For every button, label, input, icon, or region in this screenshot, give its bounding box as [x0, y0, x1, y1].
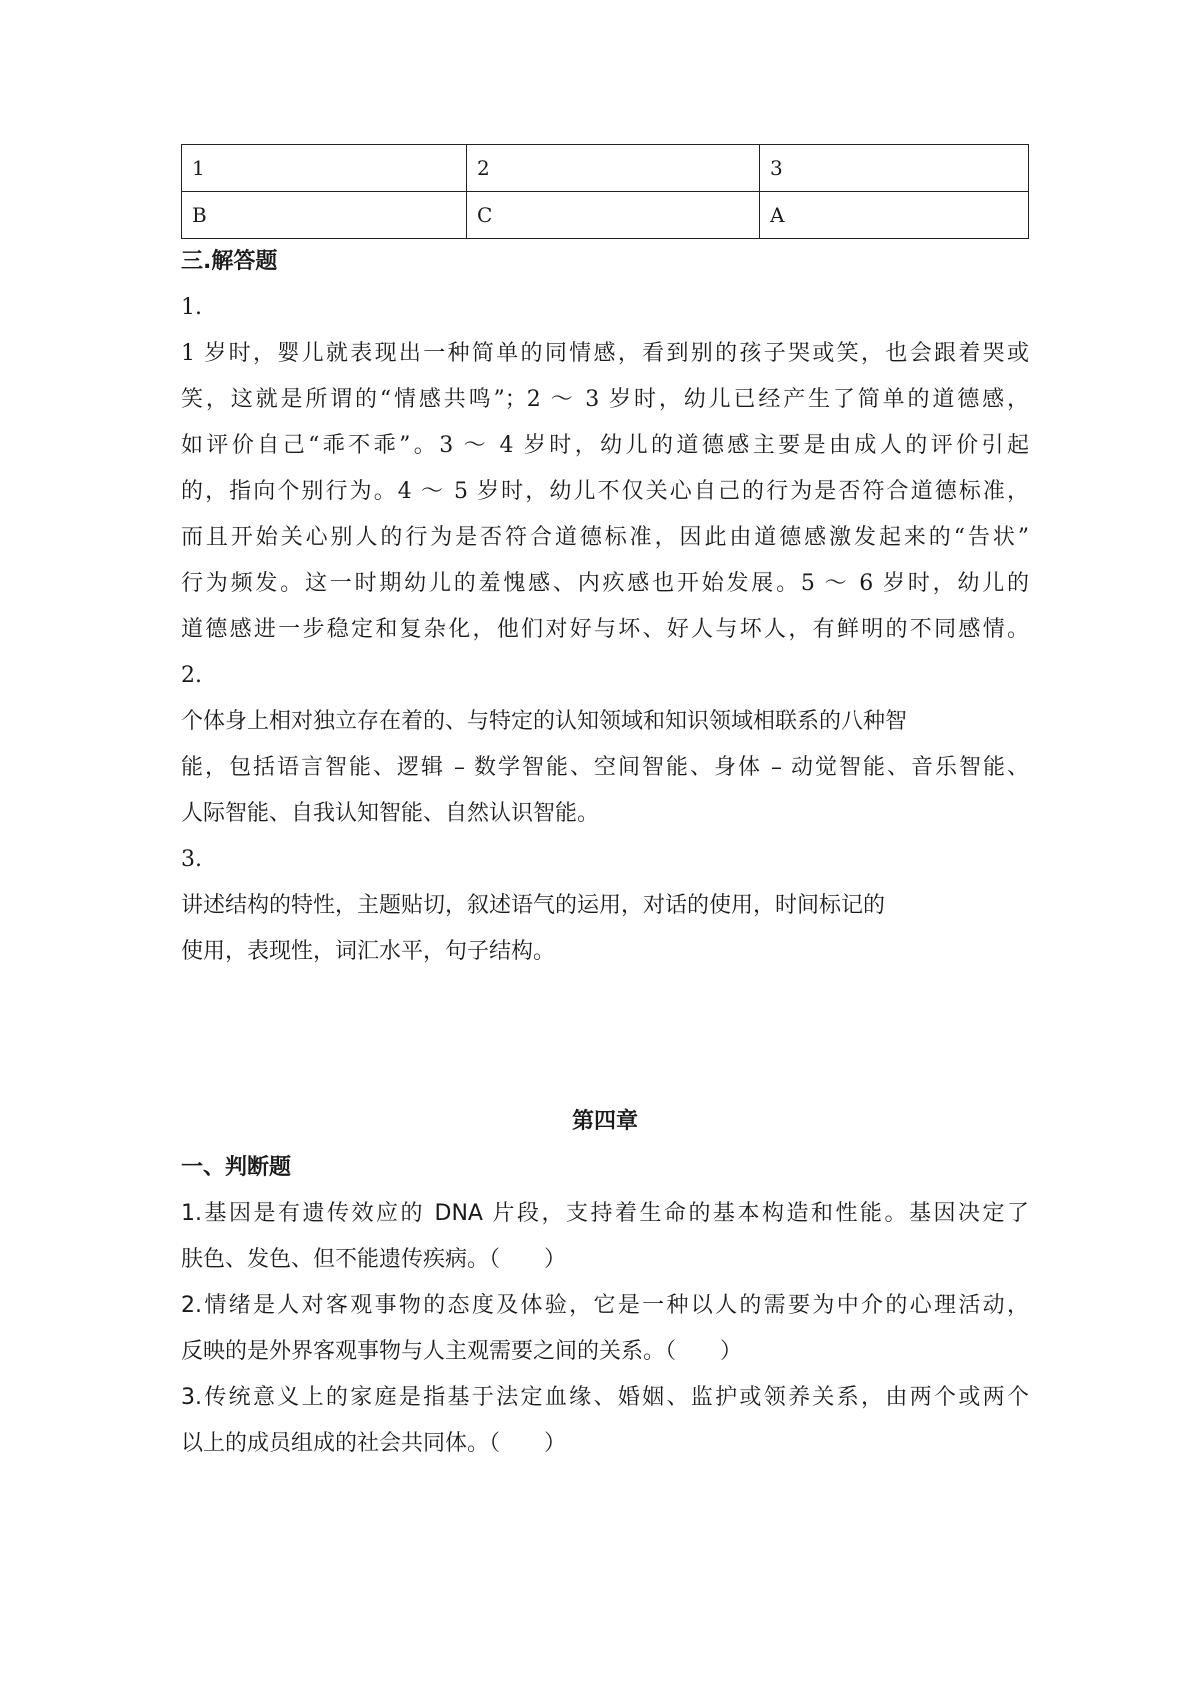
answer-line: 的，指向个别行为。4 ～ 5 岁时，幼儿不仅关心自己的行为是否符合道德标准，: [181, 479, 1029, 504]
answer-line: 个体身上相对独立存在着的、与特定的认知领域和知识领域相联系的八种智: [181, 709, 908, 734]
table-cell: 2: [467, 145, 760, 192]
section-heading: 一、判断题: [181, 1155, 292, 1180]
table-cell: A: [760, 192, 1029, 239]
table-row: [182, 192, 1029, 239]
question-line: 1.基因是有遗传效应的 DNA 片段，支持着生命的基本构造和性能。基因决定了: [181, 1201, 1029, 1226]
question-line: 以上的成员组成的社会共同体。（ ）: [181, 1431, 567, 1456]
page-content: [181, 144, 1029, 1467]
answer-line: 能，包括语言智能、逻辑 – 数学智能、空间智能、身体 – 动觉智能、音乐智能、: [181, 755, 1029, 780]
answer-line: 行为频发。这一时期幼儿的羞愧感、内疚感也开始发展。5 ～ 6 岁时，幼儿的: [181, 571, 1029, 596]
spacer: [181, 975, 1029, 1099]
answer-line: 人际智能、自我认知智能、自然认识智能。: [181, 801, 600, 826]
chapter-title: 第四章: [571, 1109, 638, 1134]
answer-line: 道德感进一步稳定和复杂化，他们对好与坏、好人与坏人，有鲜明的不同感情。: [181, 617, 1029, 642]
table-cell: 3: [760, 145, 1029, 192]
question-line: 反映的是外界客观事物与人主观需要之间的关系。（ ）: [181, 1339, 743, 1364]
answer-line: 使用，表现性，词汇水平，句子结构。: [181, 939, 556, 964]
question-line: 3.传统意义上的家庭是指基于法定血缘、婚姻、监护或领养关系，由两个或两个: [181, 1385, 1029, 1410]
answer-line: 如评价自己“乖不乖”。3 ～ 4 岁时，幼儿的道德感主要是由成人的评价引起: [181, 433, 1029, 458]
answer-line: 讲述结构的特性，主题贴切，叙述语气的运用，对话的使用，时间标记的: [181, 893, 886, 918]
question-number: 2.: [181, 663, 202, 688]
table-cell: B: [182, 192, 467, 239]
answer-line: 笑，这就是所谓的“情感共鸣”；2 ～ 3 岁时，幼儿已经产生了简单的道德感，: [181, 387, 1029, 412]
question-number: 1.: [181, 295, 202, 320]
section-heading: 三.解答题: [181, 249, 278, 274]
table-cell: C: [467, 192, 760, 239]
table-row: [182, 145, 1029, 192]
answer-table: [181, 144, 1029, 239]
table-cell: 1: [182, 145, 467, 192]
question-line: 2.情绪是人对客观事物的态度及体验，它是一种以人的需要为中介的心理活动，: [181, 1293, 1029, 1318]
question-number: 3.: [181, 847, 202, 872]
question-line: 肤色、发色、但不能遗传疾病。（ ）: [181, 1247, 567, 1272]
answer-line: 而且开始关心别人的行为是否符合道德标准，因此由道德感激发起来的“告状”: [181, 525, 1029, 550]
answer-line: 1 岁时，婴儿就表现出一种简单的同情感，看到别的孩子哭或笑，也会跟着哭或: [181, 341, 1029, 366]
